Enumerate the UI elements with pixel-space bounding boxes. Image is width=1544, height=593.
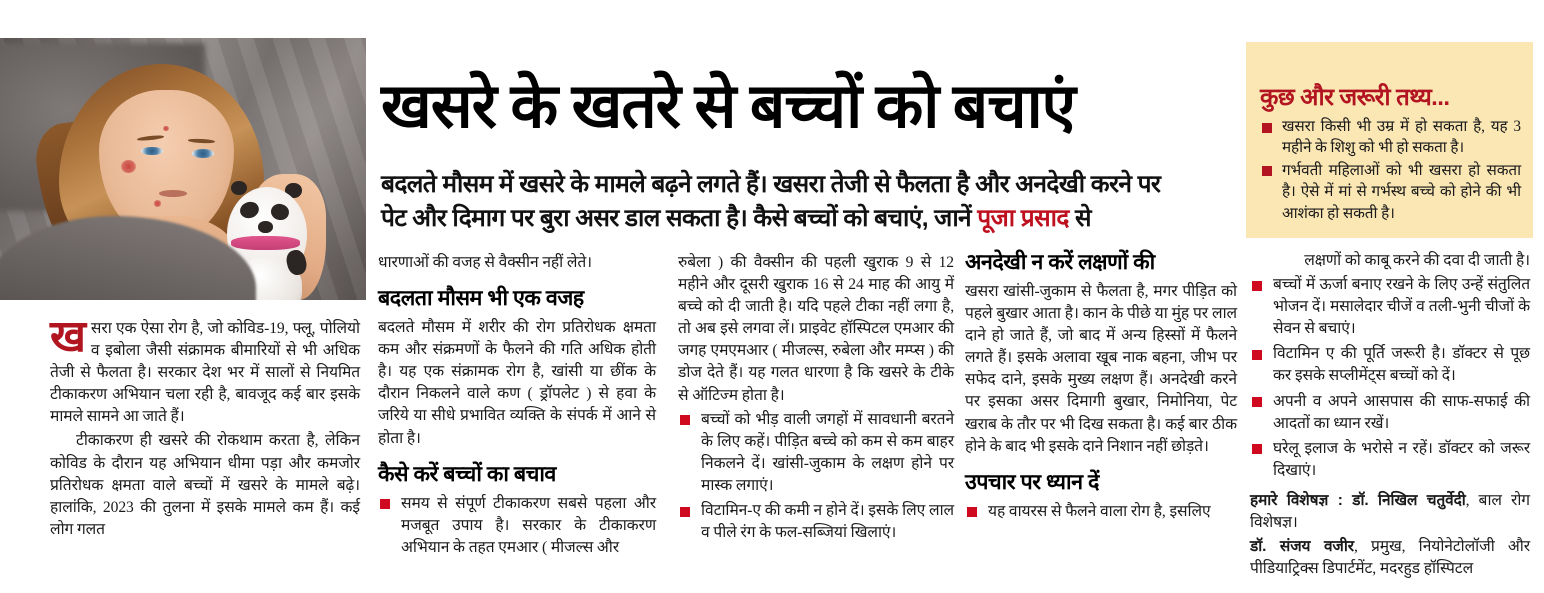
text-column-1 <box>50 312 360 543</box>
photo-measles-spot <box>163 126 169 131</box>
extra-facts-title: कुछ और जरूरी तथ्य... <box>1260 84 1450 111</box>
list-item: यह वायरस से फैलने वाला रोग है, इसलिए <box>965 501 1237 523</box>
column4-paragraph-1: खसरा खांसी-जुकाम से फैलता है, मगर पीड़ित को पहले बुखार आता है। कान के पीछे या मुंह पर लाल दाने हो जाते हैं, जो बाद में अन्य हिस्सों में फैलने लगते हैं। इसके अलावा खूब नाक बहना, जीभ पर सफेद दाने, इसके मुख्य लक्षण हैं। अनदेखी करने पर इसका असर दिमागी बुखार, निमोनिया, पेट खराब के तौर पर भी दिख सकता है। कई बार ठीक होने के बाद भी इसके दाने निशान नहीं छोड़ते। <box>965 283 1237 455</box>
photo-lips <box>159 190 186 197</box>
list-item: खसरा किसी भी उम्र में हो सकता है, यह 3 महीने के शिशु को भी हो सकता है। <box>1260 116 1521 159</box>
expert-credit-1 <box>1250 490 1530 534</box>
list-item: अपनी व अपने आसपास की साफ-सफाई की आदतों का ध्यान रखें। <box>1250 391 1530 435</box>
column1-paragraph-1 <box>50 312 360 428</box>
list-item: समय से संपूर्ण टीकाकरण सबसे पहला और मजबूत उपाय है। सरकार के टीकाकरण अभियान के तहत एमआर ( मीजल्स और <box>378 493 656 559</box>
list-item: विटामिन-ए की कमी न होने दें। इसके लिए लाल व पीले रंग के फल-सब्जियां खिलाएं। <box>678 500 954 544</box>
column1-paragraph-2: टीकाकरण ही खसरे की रोकथाम करता है, लेकिन कोविड के दौरान यह अभियान धीमा पड़ा और कमजोर प्रतिरोधक क्षमता वाले बच्चों में खसरे के मामले बढ़े। हालांकि, 2023 की तुलना में इसके मामले कम हैं। कई लोग गलत <box>50 432 360 538</box>
column2-continued-paragraph: धारणाओं की वजह से वैक्सीन नहीं लेते। <box>378 254 592 271</box>
article-standfirst <box>381 168 1231 236</box>
photo-panda-scarf <box>231 236 301 250</box>
expert-credit-2-name: डॉ. संजय वजीर <box>1250 538 1354 556</box>
section-heading-treatment: उपचार पर ध्यान दें <box>965 469 1099 494</box>
standfirst-line-2b: से <box>1068 205 1091 232</box>
photo-eye-right <box>192 149 214 157</box>
photo-panda-ear-left <box>231 181 247 196</box>
photo-eye-left <box>141 147 163 155</box>
column5-continued-paragraph: लक्षणों को काबू करने की दवा दी जाती है। <box>1304 252 1530 269</box>
extra-facts-box <box>1246 42 1533 238</box>
text-column-2 <box>378 252 656 562</box>
article-headline: खसरे के खतरे से बच्चों को बचाएं <box>381 73 1075 141</box>
list-item: बच्चों में ऊर्जा बनाए रखने के लिए उन्हें संतुलित भोजन दें। मसालेदार चीजें व तली-भुनी चीजों के सेवन से बचाएं। <box>1250 274 1530 340</box>
list-item: बच्चों को भीड़ वाली जगहों में सावधानी बरतने के लिए कहें। पीड़ित बच्चे को कम से कम बाहर निकलने दें। खांसी-जुकाम के लक्षण होने पर मास्क लगाएं। <box>678 409 954 497</box>
standfirst-line-1: बदलते मौसम में खसरे के मामले बढ़ने लगते हैं। खसरा तेजी से फैलता है और अनदेखी करने पर <box>381 171 1161 198</box>
expert-credit-1-name: हमारे विशेषज्ञ : डॉ. निखिल चतुर्वेदी <box>1250 491 1466 509</box>
list-item: घरेलू इलाज के भरोसे न रहें। डॉक्टर को जरूर दिखाएं। <box>1250 438 1530 482</box>
column1-para1-text: सरा एक ऐसा रोग है, जो कोविड-19, फ्लू, पोलियो व इबोला जैसी संक्रामक बीमारियों से भी अधिक तेजी से फैलता है। सरकार देश भर में सालों से नियमित टीकाकरण अभियान चला रही है, बावजूद कई बार इसके मामले सामने आ जाते हैं। <box>50 320 360 426</box>
article-byline: पूजा प्रसाद <box>977 205 1069 232</box>
section-heading-changing-weather: बदलता मौसम भी एक वजह <box>378 286 584 311</box>
photo-panda-muzzle <box>258 221 273 233</box>
column2-paragraph-1: बदलते मौसम में शरीर की रोग प्रतिरोधक क्षमता कम और संक्रमणों के फैलने की गति अधिक होती है। यह एक संक्रामक रोग है, खांसी या छींक के दौरान निकलने वाले कण ( ड्रॉपलेट ) से हवा के जरिये या सीधे प्रभावित व्यक्ति के संपर्क में आने से होता है। <box>378 319 656 447</box>
standfirst-line-2a: पेट और दिमाग पर बुरा असर डाल सकता है। कैसे बच्चों को बचाएं, जानें <box>381 205 978 232</box>
section-heading-how-to-protect: कैसे करें बच्चों का बचाव <box>378 461 556 486</box>
expert-credit-1-role: , बाल रोग विशेषज्ञ। <box>1250 491 1530 532</box>
list-item: गर्भवती महिलाओं को भी खसरा हो सकता है। ऐसे में मां से गर्भस्थ बच्चे को होने की भी आशंका हो सकती है। <box>1260 160 1521 224</box>
list-item: विटामिन ए की पूर्ति जरूरी है। डॉक्टर से पूछ कर इसके सप्लीमेंट्स बच्चों को दें। <box>1250 343 1530 387</box>
text-column-5 <box>1250 250 1530 580</box>
text-column-4 <box>965 250 1237 526</box>
article-photo <box>0 38 366 300</box>
section-heading-symptoms: अनदेखी न करें लक्षणों की <box>965 250 1155 274</box>
expert-credit-2-role: , प्रमुख, नियोनेटोलॉजी और पीडियाट्रिक्स डिपार्टमेंट, मदरहुड हॉस्पिटल <box>1250 538 1531 578</box>
text-column-3 <box>678 252 954 547</box>
column3-continued-paragraph: रुबेला ) की वैक्सीन की पहली खुराक 9 से 12 महीने और दूसरी खुराक 16 से 24 माह की आयु में बच्चे को दी जाती है। यदि पहले टीका नहीं लगा है, तो अब इसे लगवा लें। प्राइवेट हॉस्पिटल एमआर की जगह एमएमआर ( मीजल्स, रुबेला और मम्प्स ) की डोज देते हैं। यह गलत धारणा है कि खसरे के टीके से ऑटिज्म होता है। <box>678 254 954 404</box>
drop-cap: ख <box>50 312 86 361</box>
expert-credit-2 <box>1250 536 1530 580</box>
